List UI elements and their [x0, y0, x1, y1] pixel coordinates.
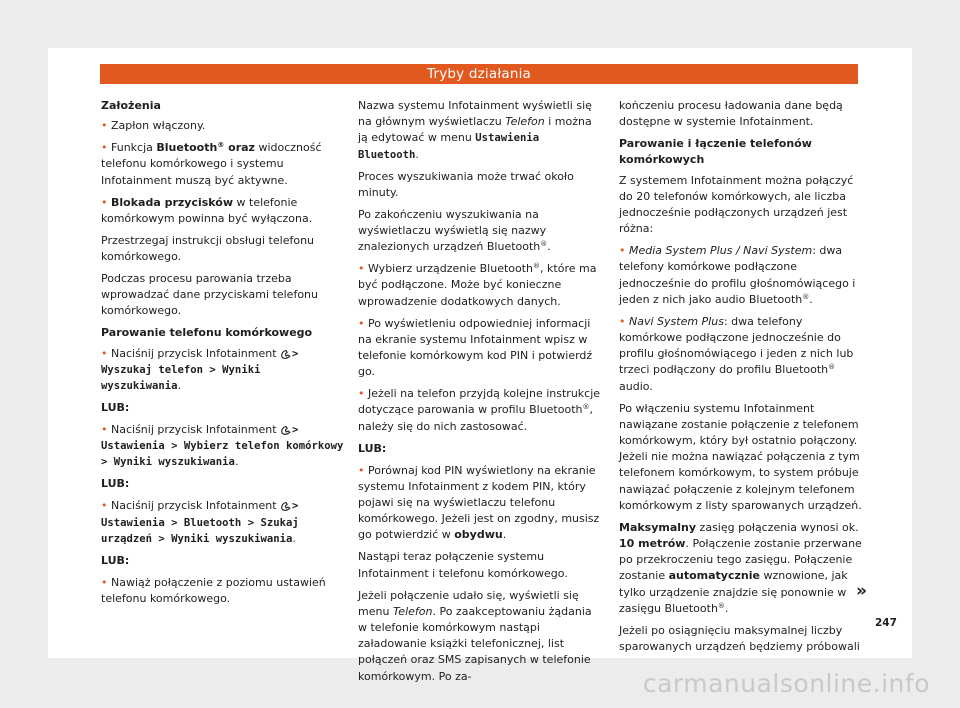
manual-page	[48, 48, 912, 683]
page-title: Tryby działania	[100, 64, 858, 84]
or-label: LUB:	[358, 441, 387, 455]
bullet-icon: •	[101, 423, 108, 437]
paragraph: Po zakończeniu wyszukiwania na wyświetlaczu wyświetlą się nazwy znalezionych urządzeń Bluetooth®.	[358, 207, 551, 254]
paragraph: Z systemem Infotainment można połączyć do 20 telefonów komórkowych, ale liczba jednocześnie podłączonych urządzeń jest różna:	[619, 173, 854, 236]
paragraph: Jeżeli połączenie udało się, wyświetli się menu Telefon. Po zaakceptowaniu żądania w telefonie komórkowym nastąpi załadowanie książki telefonicznej, list połączeń oraz SMS zapisanych w telefonie komórkowym. Po za-	[358, 588, 592, 683]
or-label: LUB:	[101, 477, 130, 491]
watermark: carmanualsonline.info	[642, 669, 930, 698]
page-number: 247	[875, 617, 897, 629]
bullet-icon: •	[619, 314, 626, 328]
paragraph: Nazwa systemu Infotainment wyświetli się na głównym wyświetlaczu Telefon i można ją edytować w menu Ustawienia Bluetooth.	[358, 99, 592, 161]
column-1	[101, 98, 344, 613]
paragraph: Podczas procesu parowania trzeba wprowadzać dane przyciskami telefonu komórkowego.	[101, 272, 318, 318]
heading-pairing-connecting: Parowanie i łączenie telefonów komórkowych	[619, 137, 812, 167]
paragraph: Po włączeniu systemu Infotainment nawiązane zostanie połączenie z telefonem komórkowym, który był ostatnio połączony. Jeżeli nie można nawiązać połączenia z tym telefonem komórkowym, to system próbuje nawiązać połączenie z kolejnym telefonem komórkowym z listy sparowanych urządzeń.	[619, 401, 862, 512]
bullet-icon: •	[101, 141, 108, 155]
paragraph: Maksymalny zasięg połączenia wynosi ok. 10 metrów. Połączenie zostanie przerwane po przekroczeniu tego zasięgu. Połączenie zostanie automatycznie wznowione, jak tylko urządzenie znajdzie się ponownie w zasięgu Bluetooth®.	[619, 520, 862, 615]
list-item: • Naciśnij przycisk Infotainment > Ustawienia > Wybierz telefon komórkowy > Wyniki wyszukiwania.	[101, 423, 344, 469]
paragraph: Nastąpi teraz połączenie systemu Infotainment i telefonu komórkowego.	[358, 550, 568, 580]
bullet-icon: •	[358, 262, 365, 276]
bullet-icon: •	[358, 316, 365, 330]
bullet-icon: •	[619, 244, 626, 258]
phone-icon	[280, 425, 292, 434]
list-item: • Po wyświetleniu odpowiedniej informacji na ekranie systemu Infotainment wpisz w telefonie komórkowym kod PIN i potwierdź go.	[358, 316, 593, 379]
list-item: • Jeżeli na telefon przyjdą kolejne instrukcje dotyczące parowania w profilu Bluetooth®, należy się do nich zastosować.	[358, 387, 601, 433]
list-item: • Blokada przycisków w telefonie komórkowym powinna być wyłączona.	[101, 195, 313, 225]
bullet-icon: •	[358, 463, 365, 477]
phone-icon	[280, 349, 292, 358]
heading-pairing: Parowanie telefonu komórkowego	[101, 326, 313, 340]
bullet-icon: •	[101, 346, 108, 360]
list-item: • Zapłon włączony.	[101, 119, 206, 133]
paragraph: kończeniu procesu ładowania dane będą dostępne w systemie Infotainment.	[619, 99, 843, 129]
bullet-icon: •	[358, 387, 365, 401]
list-item: • Funkcja Bluetooth® oraz widoczność telefonu komórkowego i systemu Infotainment muszą być aktywne.	[101, 141, 322, 187]
list-item: • Media System Plus / Navi System: dwa telefony komórkowe podłączone jednocześnie do profilu głośnomówiącego i jeden z nich jako audio Bluetooth®.	[619, 244, 856, 306]
column-2	[358, 98, 601, 691]
phone-icon	[280, 501, 292, 510]
bullet-icon: •	[101, 499, 108, 513]
list-item: • Navi System Plus: dwa telefony komórkowe podłączone jednocześnie do profilu głośnomówiącego i jeden z nich lub trzeci podłączony do profilu Bluetooth® audio.	[619, 314, 854, 393]
paragraph: Proces wyszukiwania może trwać około minuty.	[358, 169, 574, 199]
continue-mark: »	[856, 581, 867, 601]
list-item: • Naciśnij przycisk Infotainment > Wyszukaj telefon > Wyniki wyszukiwania.	[101, 346, 299, 393]
bullet-icon: •	[101, 195, 108, 209]
or-label: LUB:	[101, 401, 130, 415]
list-item: • Naciśnij przycisk Infotainment > Ustawienia > Bluetooth > Szukaj urządzeń > Wyniki wyszukiwania.	[101, 499, 299, 545]
paragraph: Przestrzegaj instrukcji obsługi telefonu komórkowego.	[101, 233, 315, 264]
or-label: LUB:	[101, 553, 130, 567]
paragraph: Jeżeli po osiągnięciu maksymalnej liczby sparowanych urządzeń będziemy próbowali	[619, 623, 860, 654]
bullet-icon: •	[101, 575, 108, 589]
bullet-icon: •	[101, 119, 108, 133]
list-item: • Nawiąż połączenie z poziomu ustawień telefonu komórkowego.	[101, 575, 326, 606]
list-item: • Wybierz urządzenie Bluetooth®, które ma być podłączone. Może być konieczne wprowadzenie dodatkowych danych.	[358, 262, 597, 308]
heading-prerequisites: Założenia	[101, 99, 161, 112]
column-3	[619, 98, 862, 661]
list-item: • Porównaj kod PIN wyświetlony na ekranie systemu Infotainment z kodem PIN, który pojawi się na wyświetlaczu telefonu komórkowego. Jeżeli jest on zgodny, musisz go potwierdzić w obydwu.	[358, 463, 600, 542]
